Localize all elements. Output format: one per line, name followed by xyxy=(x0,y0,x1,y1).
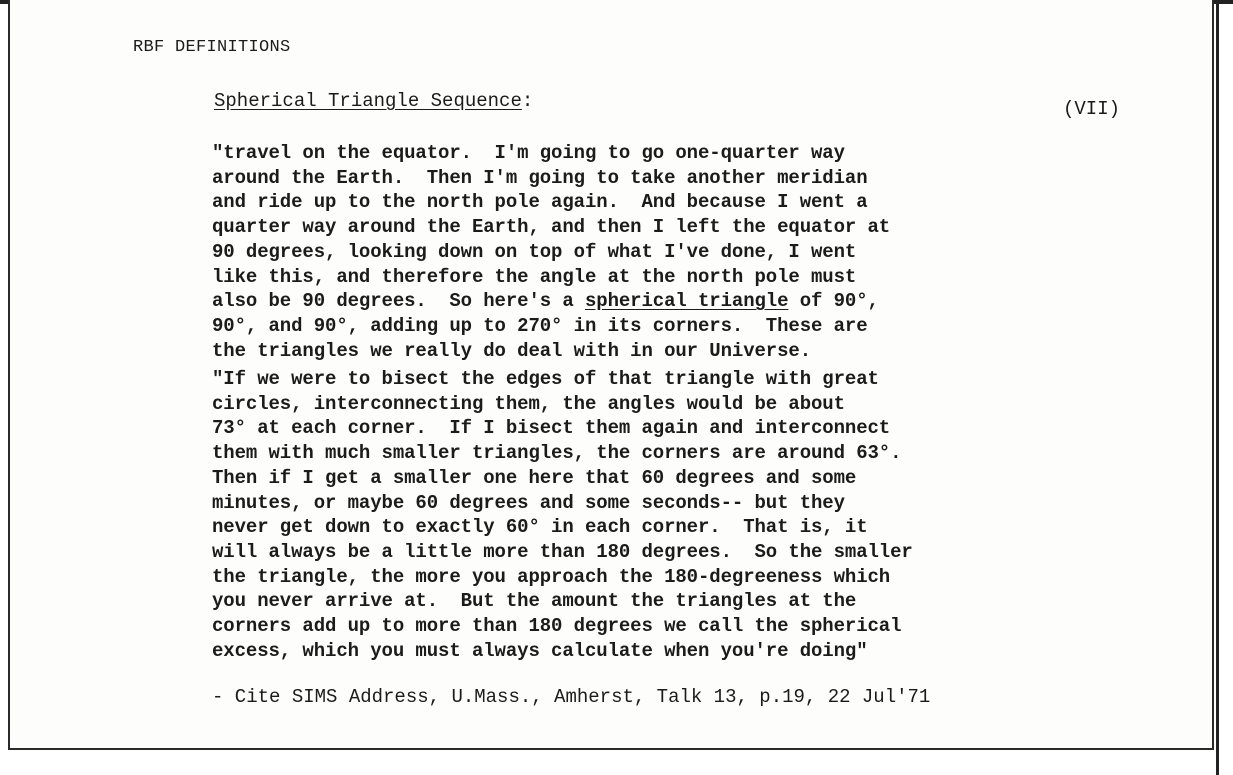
p2-line-8: the triangle, the more you approach the 180-degreeness which xyxy=(212,565,891,588)
p1-line-3: quarter way around the Earth, and then I left the equator at xyxy=(212,216,891,239)
right-border-line xyxy=(1216,0,1219,775)
p1-line-4: 90 degrees, looking down on top of what I've done, I went xyxy=(212,240,857,263)
p1-line-5: like this, and therefore the angle at the north pole must xyxy=(212,265,857,288)
entry-title-text: Spherical Triangle Sequence xyxy=(214,90,522,112)
p1-line-0: "travel on the equator. I'm going to go one-quarter way xyxy=(212,142,845,164)
p1-line-8: the triangles we really do deal with in our Universe. xyxy=(212,339,811,362)
p2-line-10: corners add up to more than 180 degrees we call the spherical xyxy=(212,615,902,638)
quote-paragraph-2 xyxy=(212,367,1112,663)
section-header: RBF DEFINITIONS xyxy=(133,38,291,57)
p1-line-6-end: of 90°, xyxy=(788,290,879,313)
p2-line-4: Then if I get a smaller one here that 60 degrees and some xyxy=(212,466,857,489)
p2-line-0: "If we were to bisect the edges of that triangle with great xyxy=(212,368,879,390)
p1-line-2: and ride up to the north pole again. And because I went a xyxy=(212,191,868,214)
entry-number: (VII) xyxy=(1063,98,1121,120)
p1-line-7: 90°, and 90°, adding up to 270° in its corners. These are xyxy=(212,314,868,337)
p2-line-2: 73° at each corner. If I bisect them again and interconnect xyxy=(212,417,891,440)
p2-line-3: them with much smaller triangles, the corners are around 63°. xyxy=(212,442,902,465)
p2-line-9: you never arrive at. But the amount the triangles at the xyxy=(212,590,857,613)
citation: - Cite SIMS Address, U.Mass., Amherst, Talk 13, p.19, 22 Jul'71 xyxy=(212,686,931,708)
p1-line-1: around the Earth. Then I'm going to take another meridian xyxy=(212,166,868,189)
p2-line-1: circles, interconnecting them, the angles would be about xyxy=(212,392,845,415)
spherical-triangle-term: spherical triangle xyxy=(584,290,789,313)
p2-line-6: never get down to exactly 60° in each corner. That is, it xyxy=(212,516,868,539)
p1-line-6: also be 90 degrees. So here's a xyxy=(212,290,585,313)
entry-title xyxy=(214,90,533,112)
p2-line-5: minutes, or maybe 60 degrees and some seconds-- but they xyxy=(212,491,845,514)
p2-line-11: excess, which you must always calculate when you're doing" xyxy=(212,639,868,662)
entry-title-colon: : xyxy=(521,90,534,112)
p2-line-7: will always be a little more than 180 degrees. So the smaller xyxy=(212,540,913,563)
quote-paragraph-1 xyxy=(212,141,1112,363)
